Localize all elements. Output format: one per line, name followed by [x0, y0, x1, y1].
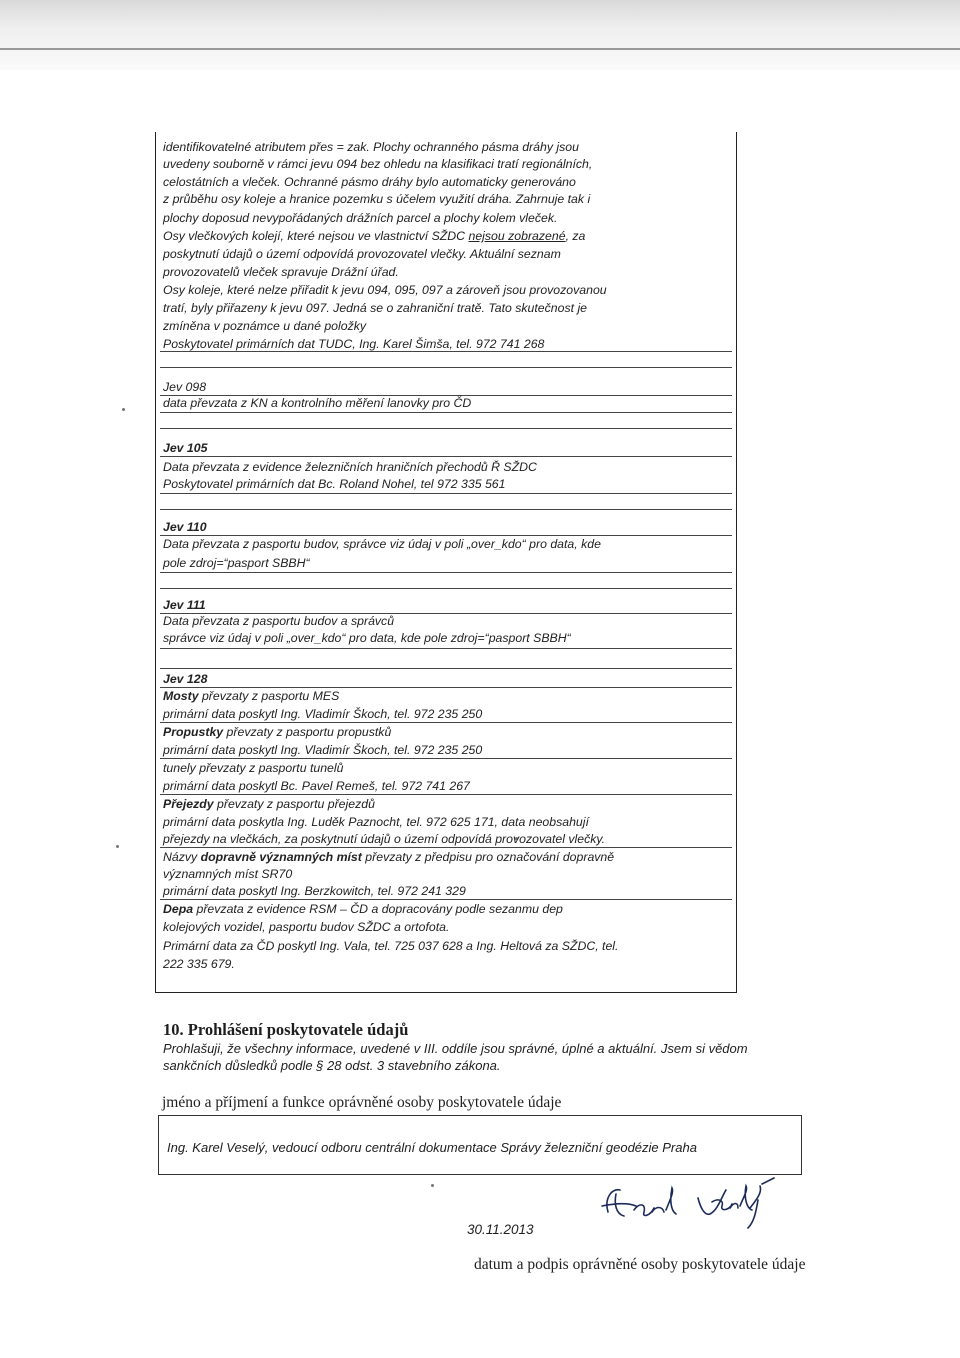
top-line-11: zmíněna v poznámce u dané položky — [163, 319, 367, 333]
depa-line-2: kolejových vozidel, pasportu budov SŽDC a ortofota. — [163, 920, 450, 934]
row-separator — [160, 758, 732, 759]
handwritten-signature — [590, 1176, 790, 1232]
row-separator — [160, 794, 732, 795]
prejezdy-line: Přejezdy převzaty z pasportu přejezdů — [163, 797, 375, 811]
prejezdy-provider-1: primární data poskytla Ing. Luděk Paznocht, tel. 972 625 171, data neobsahují — [163, 815, 589, 829]
jev-098-text: data převzata z KN a kontrolního měření lanovky pro ČD — [163, 396, 472, 410]
prejezdy-provider-2: přejezdy na vlečkách, za poskytnutí údajů o území odpovídá provozovatel vlečky. — [163, 832, 606, 846]
top-line-8: provozovatelů vleček spravuje Drážní úřad. — [163, 265, 399, 279]
top-line-3: celostátních a vleček. Ochranné pásmo dráhy bylo automaticky generováno — [163, 175, 576, 189]
signature-date: 30.11.2013 — [467, 1222, 534, 1237]
row-separator — [160, 687, 732, 688]
mosty-line: Mosty převzaty z pasportu MES — [163, 689, 340, 703]
depa-line-1: Depa převzata z evidence RSM – ČD a dopracovány podle sezanmu dep — [163, 902, 563, 916]
nazvy-provider: primární data poskytl Ing. Berzkowitch, tel. 972 241 329 — [163, 884, 466, 898]
row-separator — [160, 428, 732, 429]
row-separator — [160, 899, 732, 900]
row-separator — [160, 509, 732, 510]
jev-098-title: Jev 098 — [163, 380, 207, 394]
row-separator — [160, 847, 732, 848]
row-separator — [160, 572, 732, 573]
row-separator — [160, 648, 732, 649]
top-line-12: Poskytovatel primárních dat TUDC, Ing. Karel Šimša, tel. 972 741 268 — [163, 337, 545, 351]
jev-128-title: Jev 128 — [163, 672, 208, 686]
mosty-provider: primární data poskytl Ing. Vladimír Škoch, tel. 972 235 250 — [163, 707, 483, 721]
section-10-heading: 10. Prohlášení poskytovatele údajů — [163, 1020, 409, 1039]
jev-111-title: Jev 111 — [163, 598, 206, 612]
nazvy-line-2: významných míst SR70 — [163, 867, 293, 881]
jev-105-line-1: Data převzata z evidence železničních hraničních přechodů Ř SŽDC — [163, 460, 537, 474]
jev-105-line-2: Poskytovatel primárních dat Bc. Roland Nohel, tel 972 335 561 — [163, 477, 506, 491]
tunely-provider: primární data poskytl Bc. Pavel Remeš, tel. 972 741 267 — [163, 779, 470, 793]
top-line-10: tratí, byly přiřazeny k jevu 097. Jedná se o zahraniční tratě. Tato skutečnost je — [163, 301, 588, 315]
row-separator — [160, 493, 732, 494]
signature-label: datum a podpis oprávněné osoby poskytovatele údaje — [474, 1256, 806, 1273]
row-separator — [160, 535, 732, 536]
depa-line-3: Primární data za ČD poskytl Ing. Vala, tel. 725 037 628 a Ing. Heltová za SŽDC, tel. — [163, 939, 619, 953]
provider-name-label: jméno a příjmení a funkce oprávněné osoby poskytovatele údaje — [162, 1094, 562, 1111]
top-line-1: identifikovatelné atributem přes = zak. Plochy ochranného pásma dráhy jsou — [163, 140, 579, 154]
nazvy-line-1: Názvy dopravně významných míst převzaty z předpisu pro označování dopravně — [163, 850, 615, 864]
row-separator — [160, 412, 732, 413]
row-separator — [160, 456, 732, 457]
row-separator — [160, 351, 732, 352]
depa-line-4: 222 335 679. — [163, 957, 235, 971]
top-line-5: plochy doposud nevypořádaných drážních parcel a plochy kolem vleček. — [163, 211, 558, 225]
jev-110-title: Jev 110 — [163, 520, 207, 534]
propustky-line: Propustky převzaty z pasportu propustků — [163, 725, 392, 739]
tunely-line: tunely převzaty z pasportu tunelů — [163, 761, 344, 775]
jev-111-line-1: Data převzata z pasportu budov a správců — [163, 614, 395, 628]
jev-110-line-2: pole zdroj=“pasport SBBH“ — [163, 556, 310, 570]
provider-name-value: Ing. Karel Veselý, vedoucí odboru centrální dokumentace Správy železniční geodézie Praha — [167, 1140, 697, 1155]
row-separator — [160, 367, 732, 368]
top-line-4: z průběhu osy koleje a hranice pozemku s účelem využití dráha. Zahrnuje tak i — [163, 192, 591, 206]
top-line-2: uvedeny souborně v rámci jevu 094 bez ohledu na klasifikaci tratí regionálních, — [163, 157, 593, 171]
jev-105-title: Jev 105 — [163, 441, 208, 455]
declaration-line-1: Prohlašuji, že všechny informace, uvedené v III. oddíle jsou správné, úplné a aktuální. Jsem si vědom — [163, 1041, 748, 1056]
top-line-6: Osy vlečkových kolejí, které nejsou ve vlastnictví SŽDC nejsou zobrazené, za — [163, 229, 586, 243]
top-line-9: Osy koleje, které nelze přiřadit k jevu 094, 095, 097 a zároveň jsou provozovanou — [163, 283, 607, 297]
row-separator — [160, 722, 732, 723]
jev-111-line-2: správce viz údaj v poli „over_kdo“ pro data, kde pole zdroj=“pasport SBBH“ — [163, 631, 571, 645]
underlined-phrase: nejsou zobrazené — [468, 229, 566, 243]
row-separator — [160, 588, 732, 589]
propustky-provider: primární data poskytl Ing. Vladimír Škoch, tel. 972 235 250 — [163, 743, 483, 757]
jev-110-line-1: Data převzata z pasportu budov, správce viz údaj v poli „over_kdo“ pro data, kde — [163, 537, 601, 551]
declaration-line-2: sankčních důsledků podle § 28 odst. 3 stavebního zákona. — [163, 1058, 501, 1073]
top-line-7: poskytnutí údajů o území odpovídá provozovatel vlečky. Aktuální seznam — [163, 247, 561, 261]
row-separator — [160, 668, 732, 669]
